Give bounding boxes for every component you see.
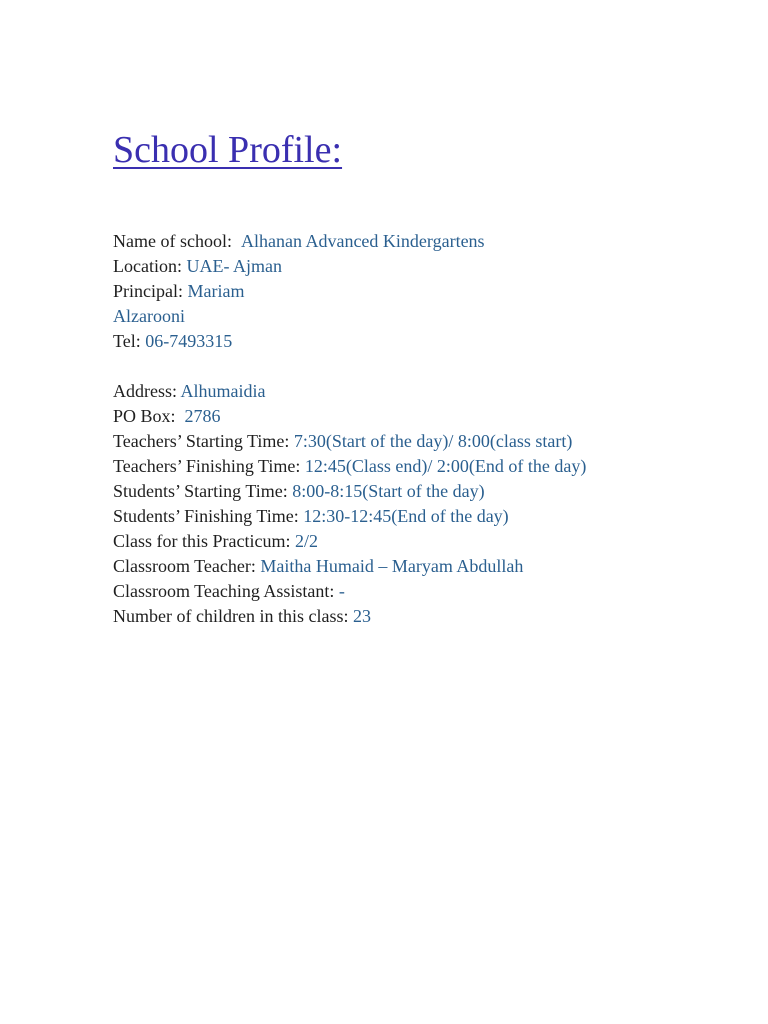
teachers-starting-time-value: 7:30(Start of the day)/ 8:00(class start) (293, 431, 573, 451)
pobox-line (113, 404, 733, 429)
page-title: School Profile: (113, 129, 343, 171)
teachers-finishing-time-line (113, 454, 733, 479)
name-of-school-value: Alhanan Advanced Kindergartens (240, 231, 485, 251)
location-label: Location: (113, 256, 187, 276)
pobox-value: 2786 (184, 406, 221, 426)
pobox-label: PO Box: (113, 406, 181, 426)
classroom-teacher-value: Maitha Humaid – Maryam Abdullah (260, 556, 524, 576)
principal-value-continued: Alzarooni (113, 306, 185, 326)
tel-line (113, 329, 733, 354)
teachers-finishing-time-value: 12:45(Class end)/ 2:00(End of the day) (304, 456, 587, 476)
students-finishing-time-line (113, 504, 733, 529)
class-line (113, 529, 733, 554)
classroom-teacher-line (113, 554, 733, 579)
principal-line-2 (113, 304, 733, 329)
class-label: Class for this Practicum: (113, 531, 295, 551)
principal-value: Mariam (187, 281, 245, 301)
address-value: Alhumaidia (180, 381, 266, 401)
students-starting-time-value: 8:00-8:15(Start of the day) (292, 481, 485, 501)
principal-line (113, 279, 733, 304)
classroom-teacher-label: Classroom Teacher: (113, 556, 261, 576)
location-line (113, 254, 733, 279)
number-of-children-label: Number of children in this class: (113, 606, 353, 626)
location-value: UAE- Ajman (186, 256, 282, 276)
address-line (113, 379, 733, 404)
address-label: Address: (113, 381, 181, 401)
teachers-finishing-time-label: Teachers’ Finishing Time: (113, 456, 305, 476)
school-details-block (113, 379, 733, 629)
students-starting-time-line (113, 479, 733, 504)
principal-label: Principal: (113, 281, 188, 301)
teachers-starting-time-line (113, 429, 733, 454)
school-info-block (113, 229, 733, 354)
students-finishing-time-label: Students’ Finishing Time: (113, 506, 304, 526)
students-starting-time-label: Students’ Starting Time: (113, 481, 293, 501)
tel-label: Tel: (113, 331, 146, 351)
class-value: 2/2 (294, 531, 318, 551)
tel-value: 06-7493315 (145, 331, 233, 351)
number-of-children-value: 23 (352, 606, 371, 626)
teaching-assistant-line (113, 579, 733, 604)
teaching-assistant-value: - (338, 581, 345, 601)
document-page (113, 126, 733, 629)
name-of-school-label: Name of school: (113, 231, 237, 251)
name-of-school-line (113, 229, 733, 254)
teachers-starting-time-label: Teachers’ Starting Time: (113, 431, 294, 451)
students-finishing-time-value: 12:30-12:45(End of the day) (303, 506, 509, 526)
teaching-assistant-label: Classroom Teaching Assistant: (113, 581, 339, 601)
number-of-children-line (113, 604, 733, 629)
